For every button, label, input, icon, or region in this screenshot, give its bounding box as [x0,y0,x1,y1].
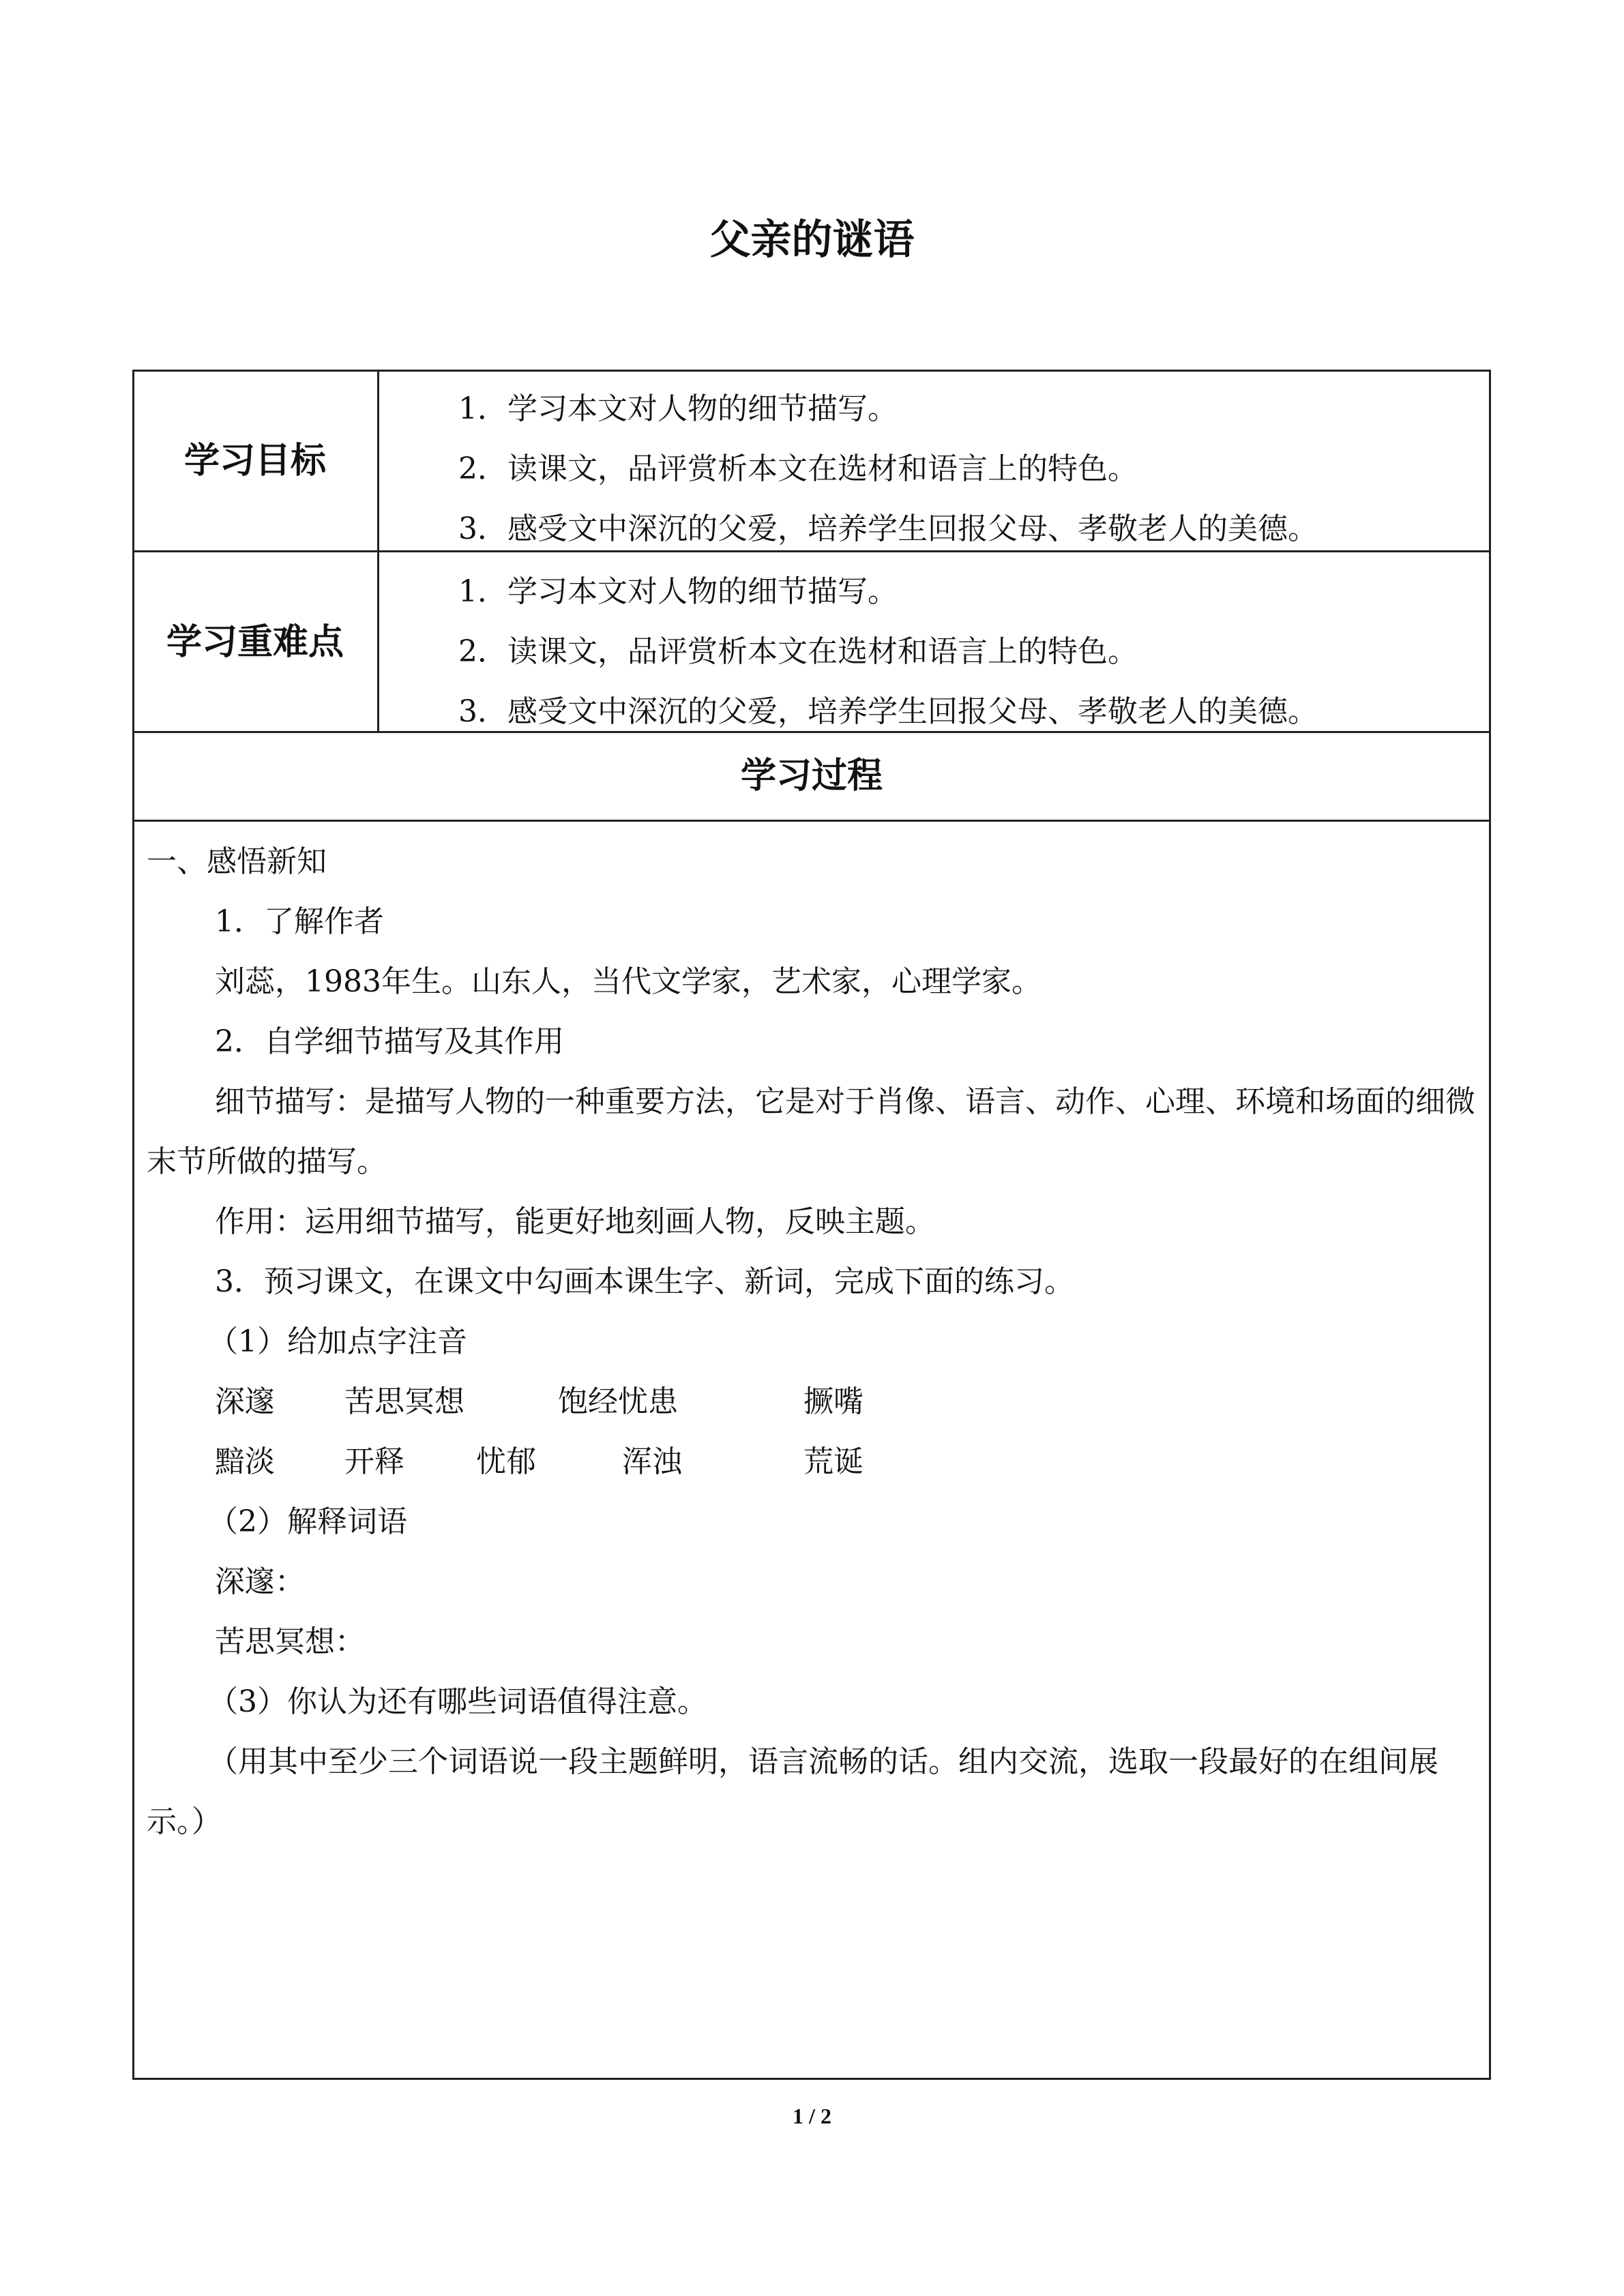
vocab-word: 深邃 [215,1384,275,1419]
objectives-label: 学习目标 [183,441,326,481]
word-list-row [147,1372,1480,1432]
vocab-word: 开释 [344,1444,404,1479]
question: （1）给加点字注音 [208,1324,467,1359]
term-definition: 深邃： [215,1564,305,1599]
process-heading: 学习过程 [740,756,883,796]
paragraph: 刘蕊，1983年生。山东人，当代文学家，艺术家，心理学家。 [215,964,1042,999]
word-list-row [147,1432,1480,1492]
keypoint-item: 1．学习本文对人物的细节描写。 [458,574,898,609]
row-divider [132,820,1491,822]
vocab-word: 饱经忧患 [558,1384,678,1419]
instruction: （用其中至少三个词语说一段主题鲜明，语言流畅的话。组内交流，选取一段最好的在组间展示。） [147,1744,1438,1839]
term-definition: 苦思冥想： [215,1624,365,1659]
list-item: 2．自学细节描写及其作用 [215,1024,564,1059]
list-item: 3．预习课文，在课文中勾画本课生字、新词，完成下面的练习。 [215,1264,1074,1299]
vocab-word: 忧郁 [476,1444,536,1479]
objective-item: 3．感受文中深沉的父爱，培养学生回报父母、孝敬老人的美德。 [458,511,1318,546]
section-heading: 一、感悟新知 [147,844,327,879]
keypoint-item: 2．读课文，品评赏析本文在选材和语言上的特色。 [458,634,1138,669]
vocab-word: 荒诞 [803,1444,863,1479]
paragraph: 细节描写：是描写人物的一种重要方法，它是对于肖像、语言、动作、心理、环境和场面的细微末节所做的描写。 [147,1084,1475,1179]
question: （3）你认为还有哪些词语值得注意。 [208,1684,707,1719]
page-number: 1 / 2 [793,2104,831,2128]
keypoints-label: 学习重难点 [166,622,344,663]
column-divider [377,370,379,732]
process-body [147,832,1480,1852]
vocab-word: 浑浊 [622,1444,682,1479]
vocab-word: 黯淡 [215,1444,275,1479]
objective-item: 2．读课文，品评赏析本文在选材和语言上的特色。 [458,451,1138,486]
vocab-word: 苦思冥想 [344,1384,464,1419]
list-item: 1．了解作者 [215,904,384,939]
paragraph: 作用：运用细节描写，能更好地刻画人物，反映主题。 [215,1204,935,1239]
page-title: 父亲的谜语 [709,216,915,264]
objective-item: 1．学习本文对人物的细节描写。 [458,391,898,426]
question: （2）解释词语 [208,1504,407,1539]
vocab-word: 撅嘴 [803,1384,863,1419]
keypoint-item: 3．感受文中深沉的父爱，培养学生回报父母、孝敬老人的美德。 [458,694,1318,729]
